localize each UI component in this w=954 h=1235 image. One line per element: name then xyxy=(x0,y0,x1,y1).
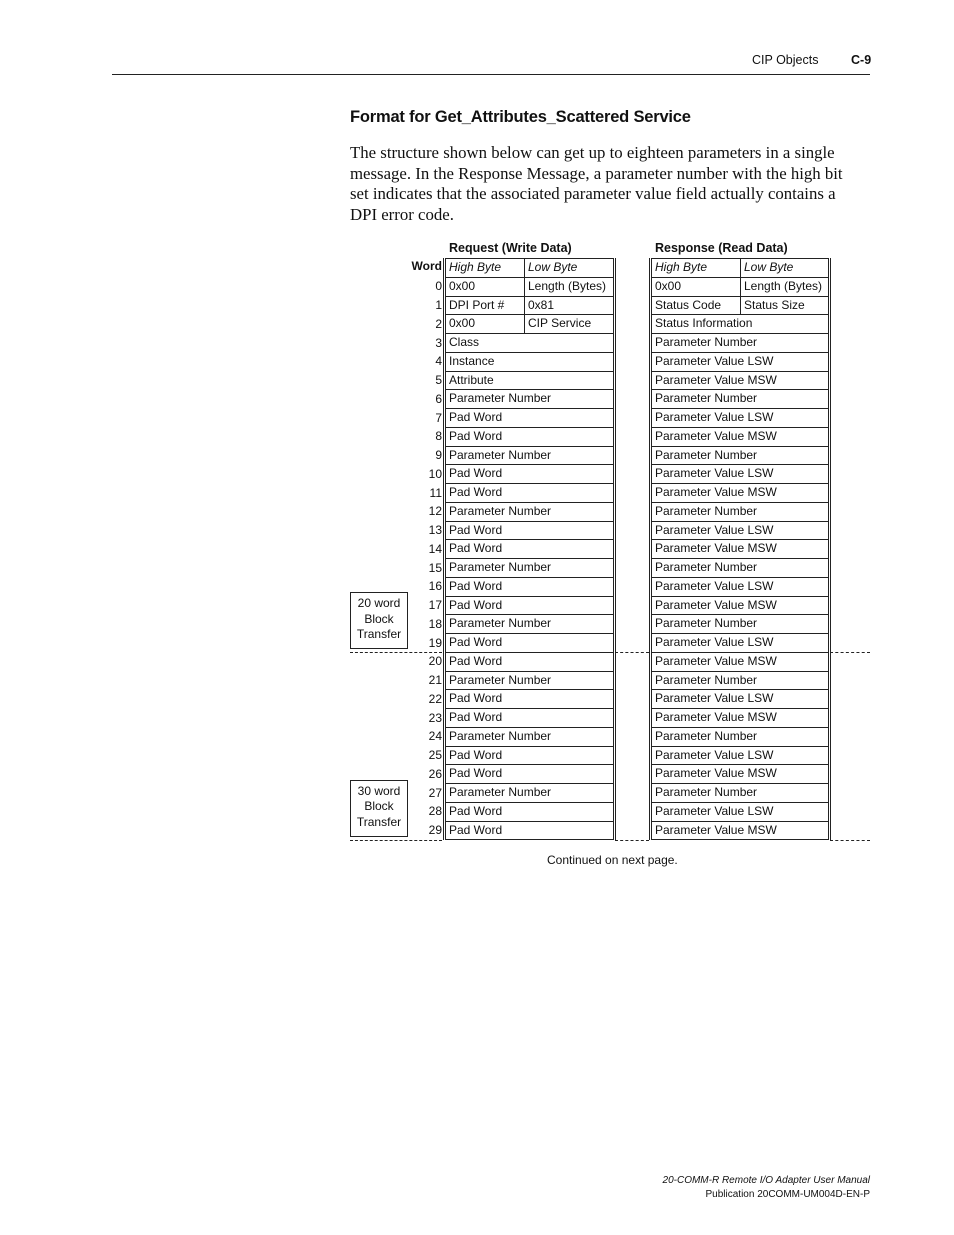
request-cell-word: Parameter Number xyxy=(445,389,614,409)
word-number: 14 xyxy=(428,541,442,556)
response-cell-low-byte: Length (Bytes) xyxy=(740,277,829,297)
request-cell-high-byte: High Byte xyxy=(445,258,525,278)
request-cell-word: Pad Word xyxy=(445,708,614,728)
response-cell-word: Parameter Value LSW xyxy=(651,577,829,597)
request-cell-word: Attribute xyxy=(445,371,614,391)
response-cell-word: Parameter Value LSW xyxy=(651,352,829,372)
block-transfer-label xyxy=(350,592,408,649)
response-cell-word: Parameter Number xyxy=(651,727,829,747)
request-cell-word: Parameter Number xyxy=(445,446,614,466)
request-cell-word: Pad Word xyxy=(445,427,614,447)
request-cell-high-byte: 0x00 xyxy=(445,277,525,297)
response-cell-word: Status Information xyxy=(651,314,829,334)
response-cell-high-byte: High Byte xyxy=(651,258,741,278)
response-cell-word: Parameter Number xyxy=(651,783,829,803)
intro-line: set indicates that the associated parameter value field actually contains a xyxy=(350,184,836,203)
block-label-line: Block xyxy=(364,799,394,814)
response-cell-word: Parameter Value MSW xyxy=(651,764,829,784)
response-cell-high-byte: 0x00 xyxy=(651,277,741,297)
response-cell-word: Parameter Number xyxy=(651,389,829,409)
request-cell-word: Parameter Number xyxy=(445,783,614,803)
response-cell-word: Parameter Number xyxy=(651,446,829,466)
intro-paragraph xyxy=(350,143,865,225)
response-cell-word: Parameter Value MSW xyxy=(651,483,829,503)
response-cell-word: Parameter Value MSW xyxy=(651,371,829,391)
word-number: 16 xyxy=(428,579,442,594)
intro-line: DPI error code. xyxy=(350,204,454,224)
response-cell-word: Parameter Number xyxy=(651,558,829,578)
word-number: 20 xyxy=(428,654,442,669)
request-cell-word: Parameter Number xyxy=(445,502,614,522)
request-cell-word: Pad Word xyxy=(445,633,614,653)
intro-line: The structure shown below can get up to eighteen parameters in a single xyxy=(350,143,835,162)
intro-line: message. In the Response Message, a parameter number with the high bit xyxy=(350,163,843,183)
response-cell-word: Parameter Value MSW xyxy=(651,427,829,447)
word-number: 10 xyxy=(428,466,442,481)
block-label-line: 20 word xyxy=(357,596,401,611)
block-label-line: Transfer xyxy=(356,627,402,642)
block-boundary-dashed-line xyxy=(350,652,442,653)
word-number: 0 xyxy=(435,279,442,294)
request-cell-word: Pad Word xyxy=(445,746,614,766)
response-cell-word: Parameter Value LSW xyxy=(651,521,829,541)
request-cell-word: Pad Word xyxy=(445,539,614,559)
header-section-title: CIP Objects xyxy=(752,53,819,67)
request-cell-word: Parameter Number xyxy=(445,558,614,578)
request-cell-word: Pad Word xyxy=(445,408,614,428)
word-number: 28 xyxy=(428,804,442,819)
request-cell-high-byte: DPI Port # xyxy=(445,296,525,316)
word-number: 3 xyxy=(435,335,442,350)
response-cell-word: Parameter Value LSW xyxy=(651,802,829,822)
request-cell-low-byte: CIP Service xyxy=(524,314,614,334)
block-boundary-dashed-line xyxy=(615,840,649,841)
table-edge-line xyxy=(615,258,616,840)
request-cell-low-byte: Length (Bytes) xyxy=(524,277,614,297)
word-number: 1 xyxy=(435,298,442,312)
word-number: 6 xyxy=(435,391,442,406)
request-cell-word: Pad Word xyxy=(445,596,614,616)
response-cell-high-byte: Status Code xyxy=(651,296,741,316)
word-number: 23 xyxy=(428,710,442,725)
block-boundary-dashed-line xyxy=(350,840,442,841)
table-edge-line xyxy=(443,258,444,840)
request-cell-low-byte: 0x81 xyxy=(524,296,614,316)
response-cell-word: Parameter Number xyxy=(651,333,829,353)
request-cell-word: Pad Word xyxy=(445,764,614,784)
request-cell-low-byte: Low Byte xyxy=(524,258,614,278)
response-cell-word: Parameter Value MSW xyxy=(651,821,829,841)
word-number: 19 xyxy=(428,635,442,650)
response-cell-low-byte: Status Size xyxy=(740,296,829,316)
request-cell-word: Instance xyxy=(445,352,614,372)
response-cell-low-byte: Low Byte xyxy=(740,258,829,278)
word-number: 26 xyxy=(428,766,442,781)
response-cell-word: Parameter Value LSW xyxy=(651,464,829,484)
block-boundary-dashed-line xyxy=(830,840,870,841)
header-rule xyxy=(112,74,870,75)
block-label-line: Transfer xyxy=(356,814,402,829)
word-number: 2 xyxy=(435,316,442,331)
response-cell-word: Parameter Value LSW xyxy=(651,408,829,428)
word-number: 22 xyxy=(428,691,442,706)
request-cell-high-byte: 0x00 xyxy=(445,314,525,334)
response-cell-word: Parameter Value MSW xyxy=(651,596,829,616)
table-edge-line xyxy=(649,258,650,840)
response-cell-word: Parameter Number xyxy=(651,614,829,634)
response-cell-word: Parameter Value MSW xyxy=(651,708,829,728)
word-number: 9 xyxy=(435,448,442,462)
word-column-header: Word xyxy=(411,259,442,273)
word-number: 24 xyxy=(428,729,442,744)
word-number: 13 xyxy=(428,523,442,537)
request-title: Request (Write Data) xyxy=(449,241,572,255)
word-number: 8 xyxy=(435,429,442,444)
continued-note: Continued on next page. xyxy=(547,853,678,867)
word-number: 7 xyxy=(435,410,442,425)
header-page-number: C-9 xyxy=(851,53,872,67)
block-label-line: 30 word xyxy=(357,783,401,798)
response-title: Response (Read Data) xyxy=(655,241,788,255)
response-cell-word: Parameter Value LSW xyxy=(651,746,829,766)
request-cell-word: Parameter Number xyxy=(445,671,614,691)
request-cell-word: Class xyxy=(445,333,614,353)
response-cell-word: Parameter Number xyxy=(651,671,829,691)
section-title: Format for Get_Attributes_Scattered Service xyxy=(350,108,691,126)
block-label-line: Block xyxy=(364,611,394,626)
request-cell-word: Pad Word xyxy=(445,521,614,541)
request-cell-word: Parameter Number xyxy=(445,614,614,634)
word-number: 11 xyxy=(429,485,442,500)
response-cell-word: Parameter Value LSW xyxy=(651,633,829,653)
block-transfer-label xyxy=(350,780,408,837)
word-number: 5 xyxy=(435,373,442,387)
request-cell-word: Pad Word xyxy=(445,464,614,484)
footer-manual-title: 20-COMM-R Remote I/O Adapter User Manual xyxy=(662,1175,870,1186)
word-number: 4 xyxy=(435,354,442,369)
footer-publication: Publication 20COMM-UM004D-EN-P xyxy=(705,1189,870,1200)
word-number: 29 xyxy=(428,823,442,837)
request-cell-word: Pad Word xyxy=(445,483,614,503)
request-cell-word: Pad Word xyxy=(445,577,614,597)
word-number: 18 xyxy=(428,616,442,631)
word-number: 25 xyxy=(428,748,442,762)
request-cell-word: Pad Word xyxy=(445,652,614,672)
word-number: 12 xyxy=(428,504,442,519)
request-cell-word: Pad Word xyxy=(445,802,614,822)
response-cell-word: Parameter Number xyxy=(651,502,829,522)
response-cell-word: Parameter Value MSW xyxy=(651,539,829,559)
block-boundary-dashed-line xyxy=(615,652,649,653)
request-cell-word: Pad Word xyxy=(445,821,614,841)
block-boundary-dashed-line xyxy=(830,652,870,653)
response-cell-word: Parameter Value MSW xyxy=(651,652,829,672)
word-number: 21 xyxy=(428,673,442,687)
request-cell-word: Parameter Number xyxy=(445,727,614,747)
word-number: 27 xyxy=(428,785,442,800)
word-number: 17 xyxy=(428,598,442,612)
word-number: 15 xyxy=(428,560,442,575)
request-cell-word: Pad Word xyxy=(445,689,614,709)
table-edge-line xyxy=(830,258,831,840)
response-cell-word: Parameter Value LSW xyxy=(651,689,829,709)
